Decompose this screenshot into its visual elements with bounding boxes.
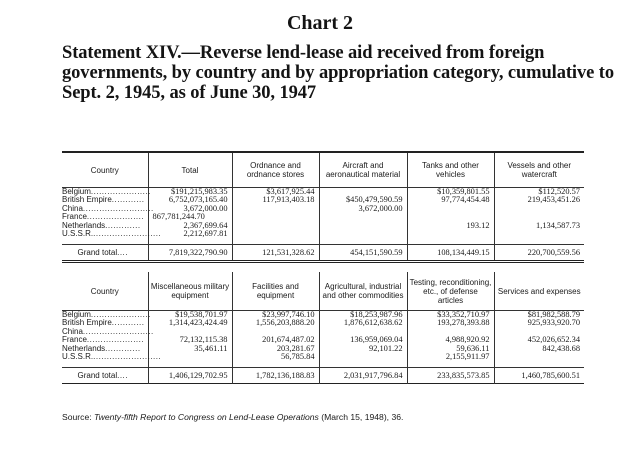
value-cell: [319, 213, 407, 221]
source-title: Twenty-fifth Report to Congress on Lend-Lease Operations: [94, 412, 319, 422]
value-cell: 193.12: [407, 222, 494, 230]
dot-leader: ..........................: [82, 326, 154, 336]
grand-total-row: [62, 245, 584, 262]
header-row: [62, 152, 584, 188]
source-prefix: Source:: [62, 412, 95, 422]
value-cell: [319, 230, 407, 238]
total-value-cell: 454,151,590.59: [319, 245, 407, 262]
value-cell: 201,674,487.02: [232, 336, 319, 344]
value-cell: [232, 205, 319, 213]
value-cell: [232, 222, 319, 230]
table-row: [62, 230, 584, 238]
country-label: China: [62, 203, 83, 213]
aid-table-part-2: [62, 272, 584, 384]
dot-leader: .............: [105, 343, 141, 353]
dot-leader: ..........................: [82, 203, 154, 213]
column-header: Miscellaneous military equipment: [148, 272, 232, 311]
statement-title: Statement XIV.—Reverse lend-lease aid received from foreign governments, by country and by appropriation category, cumulative to Sept. 2, 1945, as of June 30, 1947: [62, 43, 614, 103]
value-cell: 203,281.67: [232, 345, 319, 353]
country-label: Belgium: [62, 310, 91, 319]
total-value-cell: 2,031,917,796.84: [319, 368, 407, 384]
country-label: China: [62, 326, 83, 336]
column-header: Country: [62, 272, 148, 311]
value-cell: [494, 353, 584, 361]
value-cell: 1,556,203,888.20: [232, 319, 319, 327]
value-cell: 6,752,073,165.40: [148, 196, 232, 204]
value-cell: [494, 205, 584, 213]
value-cell: 72,132,115.38: [148, 336, 232, 344]
column-header: Total: [148, 152, 232, 188]
value-cell: 97,774,454.48: [407, 196, 494, 204]
value-cell: $19,538,701.97: [148, 311, 232, 320]
country-label: U.S.S.R.: [62, 352, 94, 362]
header-row: [62, 272, 584, 311]
value-cell: 219,453,451.26: [494, 196, 584, 204]
column-header: Country: [62, 152, 148, 188]
value-cell: [319, 353, 407, 361]
dot-leader: .....................: [86, 212, 145, 222]
dot-leader: ............: [111, 318, 145, 328]
dot-leader: ............: [111, 195, 145, 205]
value-cell: 2,212,697.81: [148, 230, 232, 238]
total-value-cell: 1,406,129,702.95: [148, 368, 232, 384]
dot-leader: ......................: [90, 187, 151, 196]
total-label: Grand total: [77, 248, 118, 258]
country-label: U.S.S.R.: [62, 229, 94, 239]
value-cell: [494, 230, 584, 238]
dot-leader: ......................: [90, 310, 151, 319]
column-header: Aircraft and aeronautical material: [319, 152, 407, 188]
value-cell: $450,479,590.59: [319, 196, 407, 204]
value-cell: 193,278,393.88: [407, 319, 494, 327]
total-value-cell: 121,531,328.62: [232, 245, 319, 262]
aid-table-part-1: [62, 151, 584, 263]
value-cell: [407, 205, 494, 213]
country-label: Netherlands: [62, 220, 106, 230]
value-cell: [407, 230, 494, 238]
value-cell: 4,988,920.92: [407, 336, 494, 344]
value-cell: 2,155,911.97: [407, 353, 494, 361]
value-cell: 3,672,000.00: [319, 205, 407, 213]
total-value-cell: 220,700,559.56: [494, 245, 584, 262]
value-cell: $33,352,710.97: [407, 311, 494, 320]
source-suffix: (March 15, 1948), 36.: [318, 412, 404, 422]
value-cell: 3,672,000.00: [148, 205, 232, 213]
value-cell: $23,997,746.10: [232, 311, 319, 320]
column-header: Facilities and equipment: [232, 272, 319, 311]
dot-leader: ....: [117, 248, 128, 258]
country-label: British Empire: [62, 195, 112, 205]
column-header: Vessels and other watercraft: [494, 152, 584, 188]
value-cell: 842,438.68: [494, 345, 584, 353]
total-label-cell: [62, 368, 148, 384]
value-cell: 136,959,069.04: [319, 336, 407, 344]
country-label: Belgium: [62, 187, 91, 196]
value-cell: 452,026,652.34: [494, 336, 584, 344]
dot-leader: .........................: [93, 229, 162, 239]
dot-leader: .........................: [93, 352, 162, 362]
total-value-cell: 7,819,322,790.90: [148, 245, 232, 262]
column-header: Services and expenses: [494, 272, 584, 311]
value-cell: 56,785.84: [232, 353, 319, 361]
column-header: Tanks and other vehicles: [407, 152, 494, 188]
dot-leader: .............: [105, 220, 141, 230]
value-cell: $18,253,987.96: [319, 311, 407, 320]
dot-leader: .....................: [86, 335, 145, 345]
value-cell: $112,520.57: [494, 188, 584, 197]
value-cell: 35,461.11: [148, 345, 232, 353]
value-cell: 1,314,423,424.49: [148, 319, 232, 327]
country-cell: [62, 352, 162, 362]
total-label: Grand total: [77, 371, 118, 381]
value-cell: [232, 230, 319, 238]
value-cell: $191,215,983.35: [148, 188, 232, 197]
dot-leader: ....: [117, 371, 128, 381]
value-cell: 59,636.11: [407, 345, 494, 353]
value-cell: [319, 222, 407, 230]
value-cell: 867,781,244.70: [148, 213, 232, 221]
country-label: Netherlands: [62, 343, 106, 353]
value-cell: 117,913,403.18: [232, 196, 319, 204]
column-header: Testing, reconditioning, etc., of defense articles: [407, 272, 494, 311]
total-label-cell: [62, 245, 148, 262]
value-cell: 2,367,699.64: [148, 222, 232, 230]
value-cell: [232, 213, 319, 221]
grand-total-row: [62, 368, 584, 384]
column-header: Agricultural, industrial and other commodities: [319, 272, 407, 311]
total-value-cell: 1,782,136,188.83: [232, 368, 319, 384]
value-cell: 925,933,920.70: [494, 319, 584, 327]
total-value-cell: 233,835,573.85: [407, 368, 494, 384]
chart-title: Chart 2: [286, 12, 354, 34]
value-cell: $81,982,588.79: [494, 311, 584, 320]
country-label: France: [62, 335, 87, 345]
country-label: France: [62, 212, 87, 222]
value-cell: $10,359,801.55: [407, 188, 494, 197]
value-cell: 92,101.22: [319, 345, 407, 353]
source-note: [62, 412, 403, 422]
table-row: [62, 353, 584, 361]
total-value-cell: 108,134,449.15: [407, 245, 494, 262]
value-cell: 1,876,612,638.62: [319, 319, 407, 327]
country-cell: [62, 229, 162, 239]
total-value-cell: 1,460,785,600.51: [494, 368, 584, 384]
column-header: Ordnance and ordnance stores: [232, 152, 319, 188]
value-cell: 1,134,587.73: [494, 222, 584, 230]
value-cell: $3,617,925.44: [232, 188, 319, 197]
country-label: British Empire: [62, 318, 112, 328]
